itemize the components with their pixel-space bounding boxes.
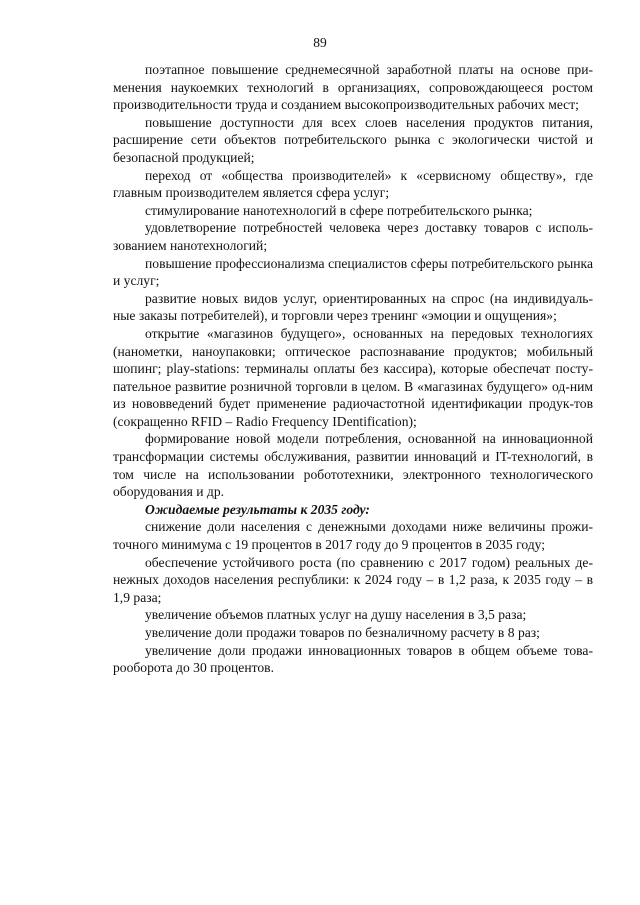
paragraph-professionalism: повышение профессионализма специалистов сферы потребительского рынка и услуг; bbox=[113, 255, 593, 289]
paragraph-salary-growth: поэтапное повышение среднемесячной заработной платы на основе при-менения наукоемких технологий в организациях, сопровождающееся ростом производительности труда и созданием высокопроизводительных рабочих мест; bbox=[113, 62, 593, 113]
paragraph-consumption-model: формирование новой модели потребления, основанной на инновационной трансформации системы обслуживания, развитии инноваций и IT-технологий, в том числе на использовании робототехники, электронного технологического оборудования и др. bbox=[113, 431, 593, 500]
document-body bbox=[113, 61, 593, 677]
result-cashless-share: увеличение доли продажи товаров по безналичному расчету в 8 раз; bbox=[145, 625, 540, 640]
results-heading: Ожидаемые результаты к 2035 году: bbox=[145, 501, 370, 517]
result-innovative-goods: увеличение доли продажи инновационных товаров в общем объеме това-рооборота до 30 процентов. bbox=[113, 642, 593, 676]
paragraph-nanotech-stimulus: стимулирование нанотехнологий в сфере потребительского рынка; bbox=[145, 202, 533, 218]
page-number: 89 bbox=[313, 35, 327, 50]
paragraph-food-access: повышение доступности для всех слоев населения продуктов питания, расширение сети объектов потребительского рынка с экологически чистой и безопасной продукцией; bbox=[113, 114, 593, 165]
paragraph-nanotech-delivery: удовлетворение потребностей человека через доставку товаров с исполь-зованием нанотехнологий; bbox=[113, 220, 593, 253]
result-income-growth: обеспечение устойчивого роста (по сравнению с 2017 годом) реальных де-нежных доходов населения республики: к 2024 году – в 1,2 раза, к 2035 году – в 1,9 раза; bbox=[113, 554, 593, 605]
paragraph-service-society: переход от «общества производителей» к «сервисному обществу», где главным производителем является сфера услуг; bbox=[113, 167, 593, 201]
paragraph-new-services: развитие новых видов услуг, ориентированных на спрос (на индивидуаль-ные заказы потребителей), и торговли через тренинг «эмоции и ощущения»; bbox=[113, 290, 593, 324]
result-poverty-reduction: снижение доли населения с денежными доходами ниже величины прожи-точного минимума с 19 процентов в 2017 году до 9 процентов в 2035 году; bbox=[113, 519, 593, 553]
result-paid-services: увеличение объемов платных услуг на душу населения в 3,5 раза; bbox=[145, 607, 527, 623]
paragraph-stores-of-future: открытие «магазинов будущего», основанных на передовых технологиях (нанометки, наноупаковки; оптическое распознавание продуктов; мобильный шопинг; play-stations: терминалы оплаты без кассира), которые обеспечат посту-пательное развитие розничной торговли в целом. В «магазинах будущего» од-ним из нововведений будет применение радиочастотной идентификации продук-тов (сокращенно RFID – Radio Frequency IDentification); bbox=[113, 325, 593, 429]
